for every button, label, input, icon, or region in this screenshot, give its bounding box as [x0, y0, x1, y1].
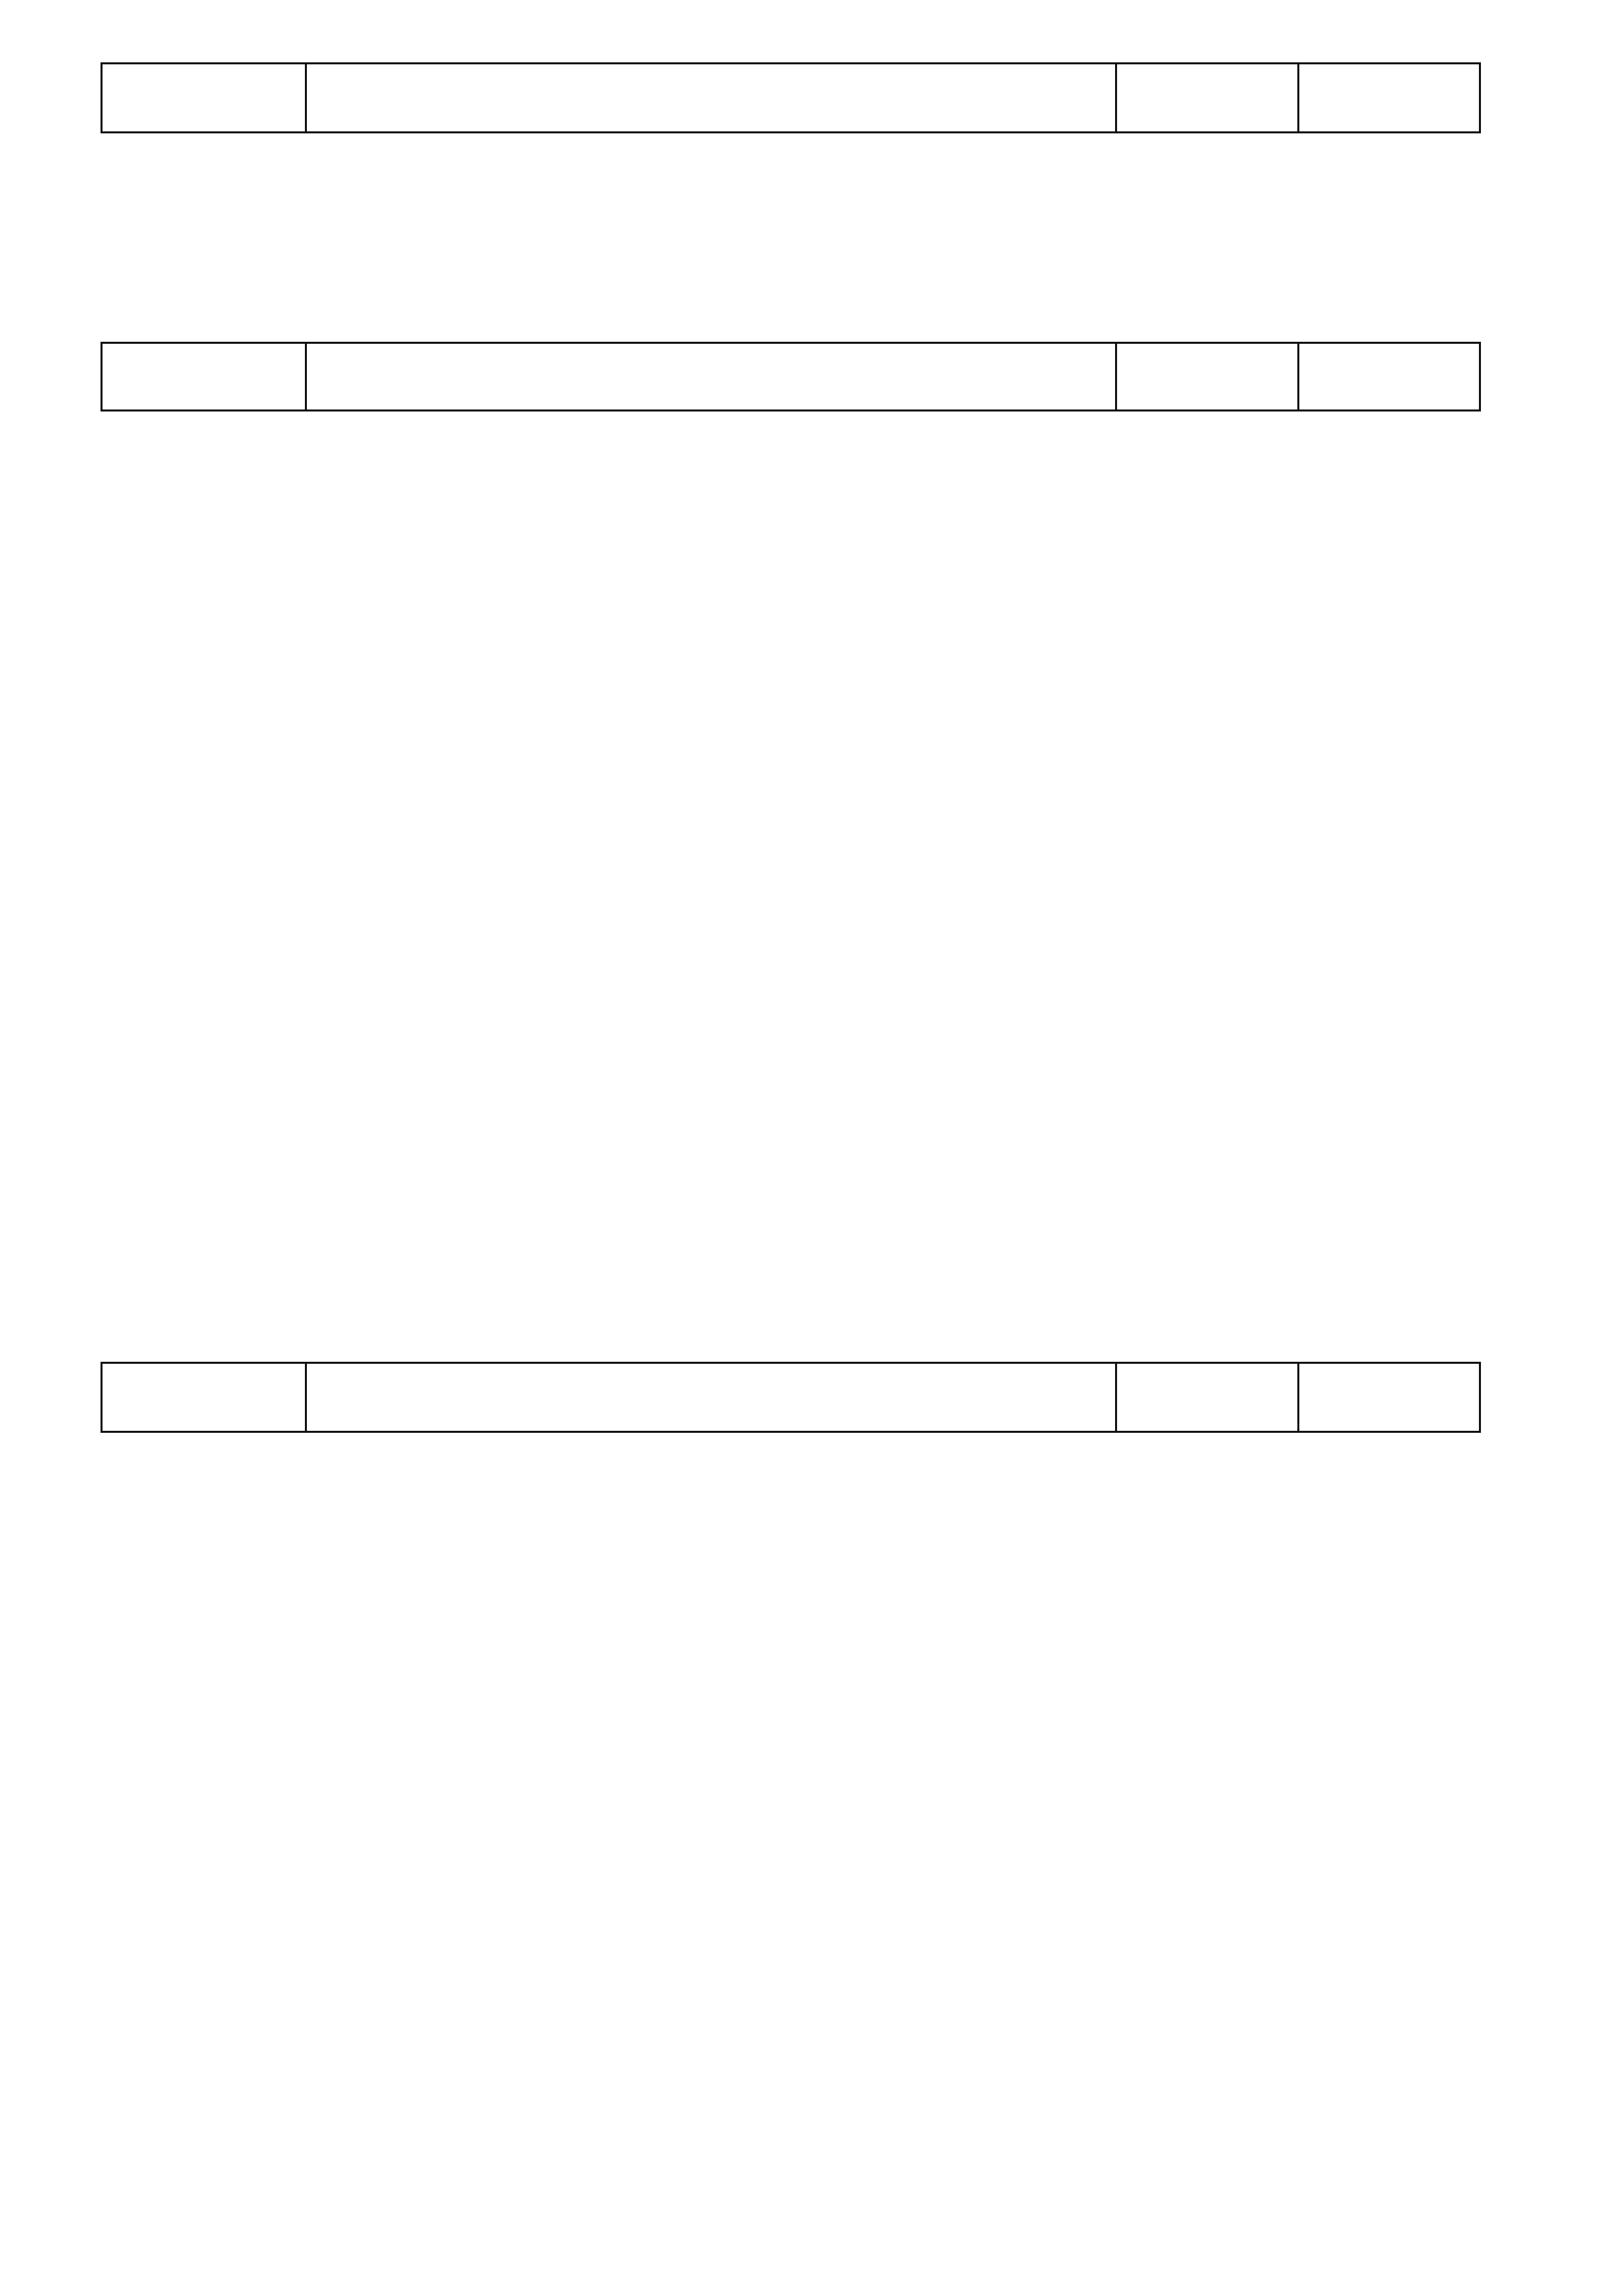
header-unit [1116, 64, 1299, 133]
header-name [306, 1363, 1116, 1432]
resource-table-doors [101, 342, 1481, 411]
header-code [102, 1363, 306, 1432]
resource-table-continuation [101, 62, 1481, 133]
header-unit [1116, 1363, 1299, 1432]
header-qty [1299, 64, 1480, 133]
header-name [306, 64, 1116, 133]
header-qty [1299, 1363, 1480, 1432]
header-name [306, 343, 1116, 411]
header-code [102, 64, 306, 133]
resource-table-plinth [101, 1362, 1481, 1433]
header-qty [1299, 343, 1480, 411]
header-unit [1116, 343, 1299, 411]
header-code [102, 343, 306, 411]
